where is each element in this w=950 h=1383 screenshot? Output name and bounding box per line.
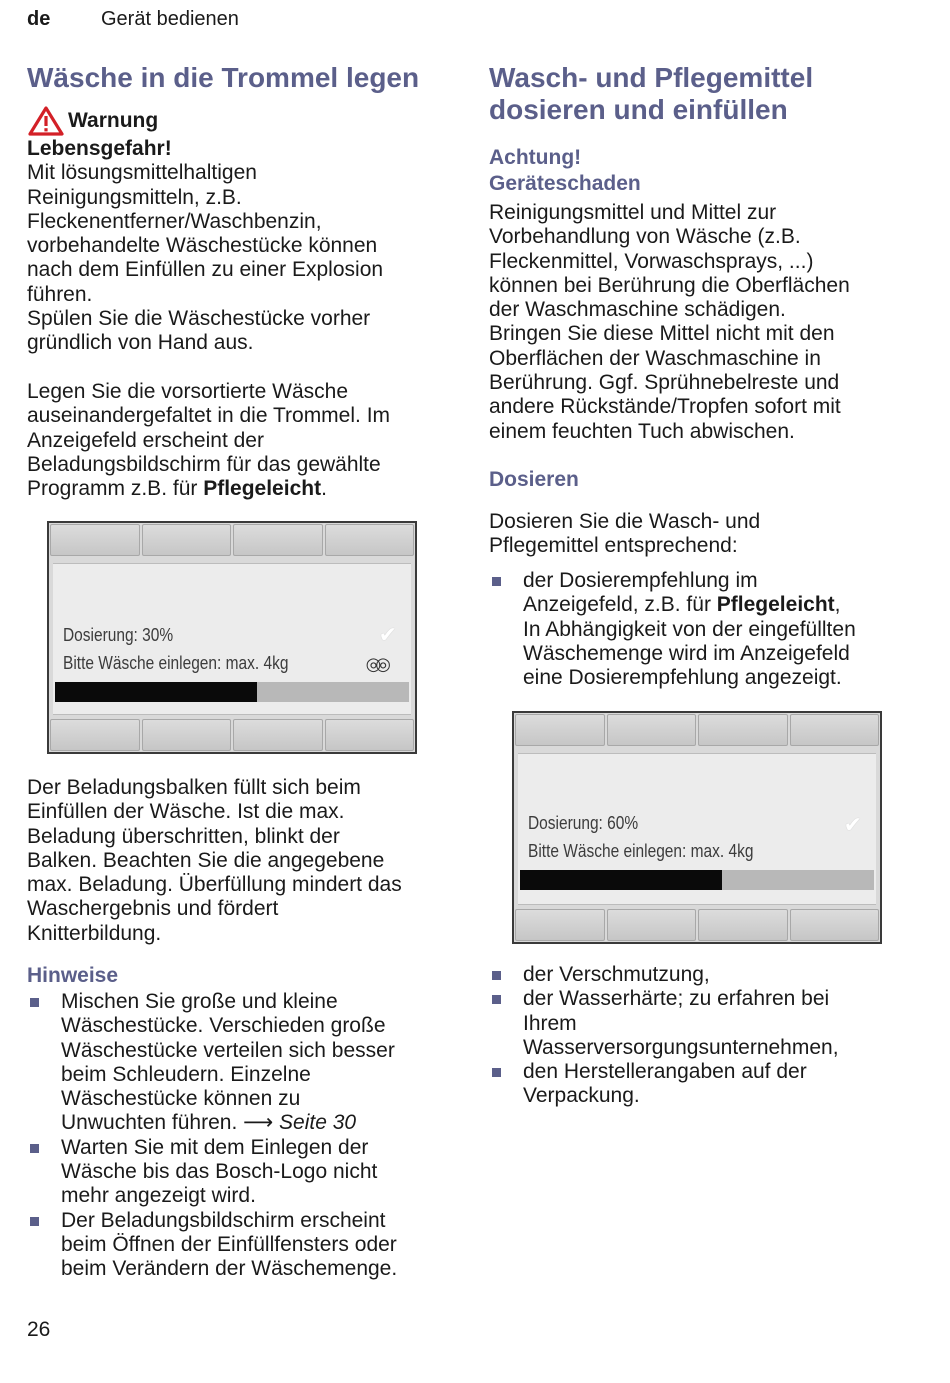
intro-line: Beladungsbildschirm für das gewählte xyxy=(27,452,381,476)
list-item: der Dosierempfehlung im Anzeigefeld, z.B. für Pflegeleicht, In Abhängigkeit von der eingefüllten Wäschemenge wird im Anzeigefeld eine Dosierempfehlung angezeigt. xyxy=(489,569,929,690)
right-heading: Wasch- und Pflegemittel dosieren und einfüllen xyxy=(489,62,814,125)
text-line: Beladung überschritten, blinkt der xyxy=(27,824,340,848)
bullet-icon xyxy=(492,577,501,586)
load-text: Bitte Wäsche einlegen: max. 4kg xyxy=(528,841,754,861)
check-icon: ✔ xyxy=(378,622,397,647)
display-button[interactable] xyxy=(698,714,788,746)
warning-line: Spülen Sie die Wäschestücke vorher xyxy=(27,307,371,331)
display-button[interactable] xyxy=(607,909,697,941)
caution-text: Reinigungsmittel und Mittel zur Vorbehandlung von Wäsche (z.B. Fleckenmittel, Vorwaschsprays, ...) können bei Berührung die Oberflächen der Waschmaschine schädigen. Bringen Sie diese Mittel nicht mit den Oberflächen der Waschmaschine in Berührung. Ggf. Sprühnebelreste und andere Rückstände/Tropfen sofort mit einem feuchten Tuch abwischen. xyxy=(489,201,850,443)
load-level-icon: ◎◎ xyxy=(365,654,385,674)
display-bottom-buttons xyxy=(514,909,880,941)
language-code: de xyxy=(27,8,51,30)
text-line: Balken. Beachten Sie die angegebene xyxy=(27,848,385,872)
bullet-icon xyxy=(30,1217,39,1226)
after-display-paragraph xyxy=(27,776,457,946)
bullet-icon xyxy=(492,971,501,980)
load-bar-fill xyxy=(520,870,722,890)
intro-line: auseinandergefaltet in die Trommel. Im xyxy=(27,404,391,428)
warning-line: nach dem Einfüllen zu einer Explosion xyxy=(27,258,384,282)
load-bar-fill xyxy=(55,682,257,702)
load-bar xyxy=(55,682,409,702)
dosage-text: Dosierung: 60% xyxy=(528,813,639,833)
notes-list xyxy=(27,990,457,1282)
left-heading: Wäsche in die Trommel legen xyxy=(27,62,420,93)
caution-subtitle: Geräteschaden xyxy=(489,172,641,195)
display-button[interactable] xyxy=(50,719,140,751)
list-item: der Wasserhärte; zu erfahren bei Ihrem Wasserversorgungsunternehmen, xyxy=(489,987,929,1060)
display-screen xyxy=(518,753,876,905)
dosing-heading: Dosieren xyxy=(489,468,579,491)
intro-paragraph xyxy=(27,380,457,501)
display-button[interactable] xyxy=(233,719,323,751)
warning-triangle-icon xyxy=(28,106,64,136)
warning-title xyxy=(27,106,447,136)
section-title: Gerät bedienen xyxy=(101,8,239,30)
list-item: den Herstellerangaben auf der Verpackung. xyxy=(489,1060,929,1109)
warning-line: vorbehandelte Wäschestücke können xyxy=(27,234,378,258)
bullet-icon xyxy=(492,1068,501,1077)
list-item: der Verschmutzung, xyxy=(489,963,929,987)
bullet-icon xyxy=(30,1144,39,1153)
display-button[interactable] xyxy=(698,909,788,941)
warning-headline: Lebensgefahr! xyxy=(27,137,172,160)
dosing-list-2 xyxy=(489,963,929,1109)
list-item: Warten Sie mit dem Einlegen der Wäsche bis das Bosch-Logo nicht mehr angezeigt wird. xyxy=(27,1136,457,1209)
display-top-buttons xyxy=(49,524,415,556)
dosing-intro: Dosieren Sie die Wasch- und Pflegemittel entsprechend: xyxy=(489,510,761,558)
notes-heading: Hinweise xyxy=(27,964,119,987)
dosage-text: Dosierung: 30% xyxy=(63,625,174,645)
bullet-icon xyxy=(492,995,501,1004)
list-item: Mischen Sie große und kleine Wäschestücke. Verschieden große Wäschestücke verteilen sich besser beim Schleudern. Einzelne Wäschestücke können zu Unwuchten führen. ⟶ Seite 30 xyxy=(27,990,457,1136)
warning-text xyxy=(27,161,447,355)
display-button[interactable] xyxy=(325,719,415,751)
dosing-list-1 xyxy=(489,569,929,690)
text-line: Knitterbildung. xyxy=(27,921,162,945)
display-button[interactable] xyxy=(607,714,697,746)
display-button[interactable] xyxy=(515,714,605,746)
text-line: Einfüllen der Wäsche. Ist die max. xyxy=(27,800,345,824)
warning-block xyxy=(27,106,447,356)
display-button[interactable] xyxy=(233,524,323,556)
arrow-icon: ⟶ xyxy=(243,1111,274,1135)
text-line: Waschergebnis und fördert xyxy=(27,897,279,921)
bullet-icon xyxy=(30,998,39,1007)
warning-line: Fleckenentferner/Waschbenzin, xyxy=(27,209,322,233)
display-button[interactable] xyxy=(790,714,880,746)
display-button[interactable] xyxy=(515,909,605,941)
intro-line: Anzeigefeld erscheint der xyxy=(27,428,264,452)
load-display-30 xyxy=(47,521,417,754)
caution-title: Achtung! xyxy=(489,146,582,169)
display-bottom-buttons xyxy=(49,719,415,751)
check-icon: ✔ xyxy=(843,812,862,837)
load-text: Bitte Wäsche einlegen: max. 4kg xyxy=(63,653,289,673)
display-button[interactable] xyxy=(142,524,232,556)
warning-line: Reinigungsmitteln, z.B. xyxy=(27,185,242,209)
display-top-buttons xyxy=(514,714,880,746)
program-name: Pflegeleicht xyxy=(203,477,322,501)
warning-label: Warnung xyxy=(68,109,159,132)
load-bar xyxy=(520,870,874,890)
page-reference-link[interactable]: Seite 30 xyxy=(273,1111,357,1135)
intro-line: Programm z.B. für Pflegeleicht. xyxy=(27,477,327,501)
list-item: Der Beladungsbildschirm erscheint beim Öffnen der Einfüllfensters oder beim Verändern der Wäschemenge. xyxy=(27,1209,457,1282)
text-line: max. Beladung. Überfüllung mindert das xyxy=(27,873,402,897)
intro-line: Legen Sie die vorsortierte Wäsche xyxy=(27,380,348,403)
text-line: Der Beladungsbalken füllt sich beim xyxy=(27,776,361,799)
program-name: Pflegeleicht xyxy=(716,593,835,617)
warning-line: führen. xyxy=(27,282,93,306)
load-display-60 xyxy=(512,711,882,944)
display-screen xyxy=(53,563,411,715)
display-button[interactable] xyxy=(50,524,140,556)
display-button[interactable] xyxy=(142,719,232,751)
display-button[interactable] xyxy=(325,524,415,556)
page-number: 26 xyxy=(27,1318,51,1341)
warning-line: gründlich von Hand aus. xyxy=(27,331,254,355)
warning-line: Mit lösungsmittelhaltigen xyxy=(27,161,257,185)
display-button[interactable] xyxy=(790,909,880,941)
